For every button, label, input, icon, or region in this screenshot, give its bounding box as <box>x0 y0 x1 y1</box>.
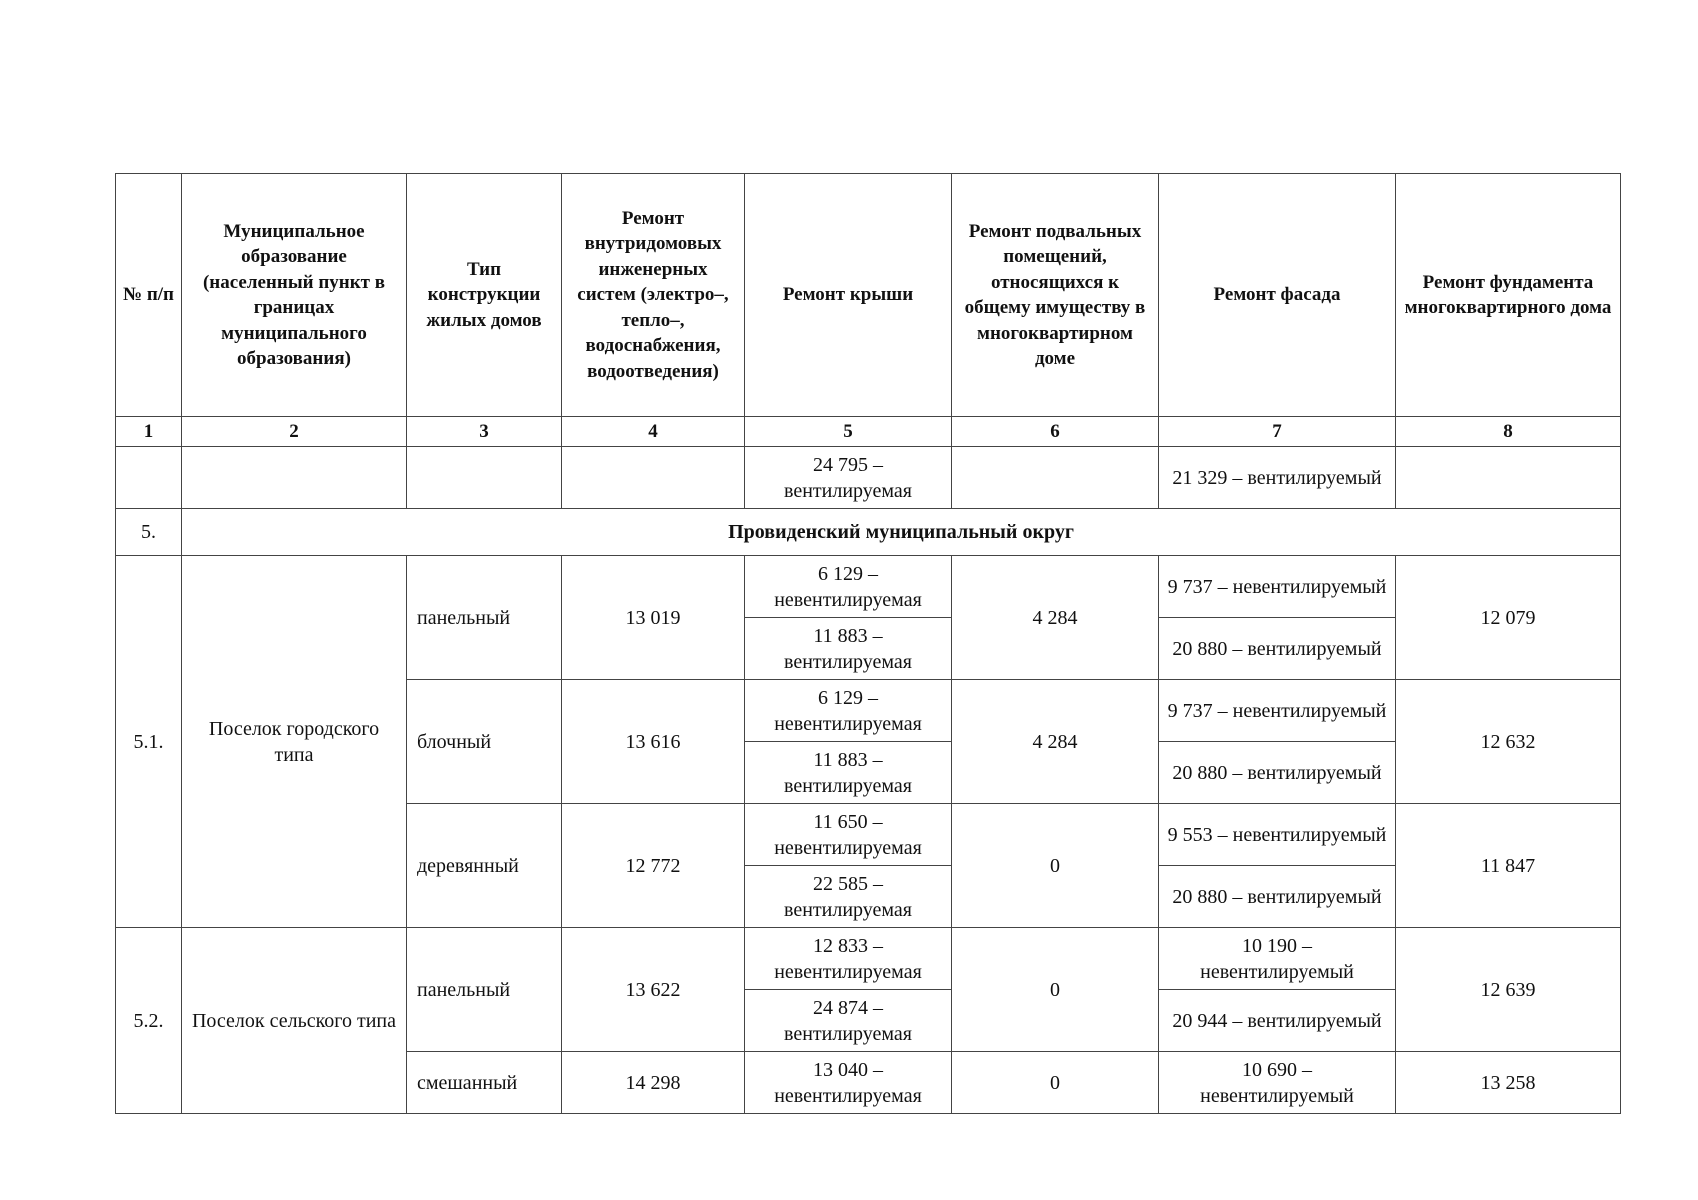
basement-cost: 0 <box>952 1052 1159 1114</box>
header-cell: Муниципальное образование (населенный пункт в границах муниципального образования) <box>182 174 407 417</box>
column-number: 2 <box>182 417 407 447</box>
roof-cost: 22 585 – вентилируемая <box>745 866 952 928</box>
group-number: 5.1. <box>116 556 182 928</box>
repair-cost-table <box>115 173 1621 1114</box>
header-cell: Ремонт фундамента многоквартирного дома <box>1396 174 1621 417</box>
empty-cell <box>1396 447 1621 509</box>
systems-cost: 14 298 <box>562 1052 745 1114</box>
facade-cost: 10 690 – невентилируемый <box>1159 1052 1396 1114</box>
column-number: 8 <box>1396 417 1621 447</box>
basement-cost: 0 <box>952 928 1159 1052</box>
foundation-cost: 13 258 <box>1396 1052 1621 1114</box>
section-title: Провиденский муниципальный округ <box>182 509 1621 556</box>
header-cell: Тип конструкции жилых домов <box>407 174 562 417</box>
roof-cost: 11 650 – невентилируемая <box>745 804 952 866</box>
column-number: 7 <box>1159 417 1396 447</box>
empty-cell <box>116 447 182 509</box>
foundation-cost: 11 847 <box>1396 804 1621 928</box>
roof-cost: 11 883 – вентилируемая <box>745 742 952 804</box>
roof-cost: 6 129 – невентилируемая <box>745 680 952 742</box>
foundation-cost: 12 079 <box>1396 556 1621 680</box>
column-number: 5 <box>745 417 952 447</box>
empty-cell <box>562 447 745 509</box>
section-number: 5. <box>116 509 182 556</box>
construction-type: смешанный <box>407 1052 562 1114</box>
foundation-cost: 12 632 <box>1396 680 1621 804</box>
systems-cost: 12 772 <box>562 804 745 928</box>
roof-cost: 13 040 – невентилируемая <box>745 1052 952 1114</box>
roof-cell: 24 795 – вентилируемая <box>745 447 952 509</box>
facade-cost: 9 737 – невентилируемый <box>1159 680 1396 742</box>
systems-cost: 13 616 <box>562 680 745 804</box>
column-number: 1 <box>116 417 182 447</box>
construction-type: блочный <box>407 680 562 804</box>
construction-type: панельный <box>407 928 562 1052</box>
column-number: 6 <box>952 417 1159 447</box>
header-row <box>116 174 1621 417</box>
roof-cost: 24 874 – вентилируемая <box>745 990 952 1052</box>
facade-cost: 9 737 – невентилируемый <box>1159 556 1396 618</box>
empty-cell <box>952 447 1159 509</box>
empty-cell <box>182 447 407 509</box>
group-name: Поселок городского типа <box>182 556 407 928</box>
facade-cost: 9 553 – невентилируемый <box>1159 804 1396 866</box>
header-cell: Ремонт фасада <box>1159 174 1396 417</box>
systems-cost: 13 622 <box>562 928 745 1052</box>
header-cell: Ремонт крыши <box>745 174 952 417</box>
facade-cost: 10 190 – невентилируемый <box>1159 928 1396 990</box>
facade-cost: 20 880 – вентилируемый <box>1159 866 1396 928</box>
group-number: 5.2. <box>116 928 182 1114</box>
group-name: Поселок сельского типа <box>182 928 407 1114</box>
column-number-row <box>116 417 1621 447</box>
roof-cost: 12 833 – невентилируемая <box>745 928 952 990</box>
construction-type: панельный <box>407 556 562 680</box>
basement-cost: 0 <box>952 804 1159 928</box>
foundation-cost: 12 639 <box>1396 928 1621 1052</box>
column-number: 4 <box>562 417 745 447</box>
basement-cost: 4 284 <box>952 680 1159 804</box>
facade-cost: 20 944 – вентилируемый <box>1159 990 1396 1052</box>
column-number: 3 <box>407 417 562 447</box>
basement-cost: 4 284 <box>952 556 1159 680</box>
systems-cost: 13 019 <box>562 556 745 680</box>
header-cell: Ремонт подвальных помещений, относящихся к общему имуществу в многоквартирном доме <box>952 174 1159 417</box>
empty-cell <box>407 447 562 509</box>
table-row <box>116 556 1621 618</box>
facade-cell: 21 329 – вентилируемый <box>1159 447 1396 509</box>
facade-cost: 20 880 – вентилируемый <box>1159 618 1396 680</box>
continuation-row <box>116 447 1621 509</box>
header-cell: Ремонт внутридомовых инженерных систем (электро–, тепло–, водоснабжения, водоотведения) <box>562 174 745 417</box>
construction-type: деревянный <box>407 804 562 928</box>
facade-cost: 20 880 – вентилируемый <box>1159 742 1396 804</box>
roof-cost: 11 883 – вентилируемая <box>745 618 952 680</box>
roof-cost: 6 129 – невентилируемая <box>745 556 952 618</box>
section-row <box>116 509 1621 556</box>
table-row <box>116 928 1621 990</box>
header-cell: № п/п <box>116 174 182 417</box>
